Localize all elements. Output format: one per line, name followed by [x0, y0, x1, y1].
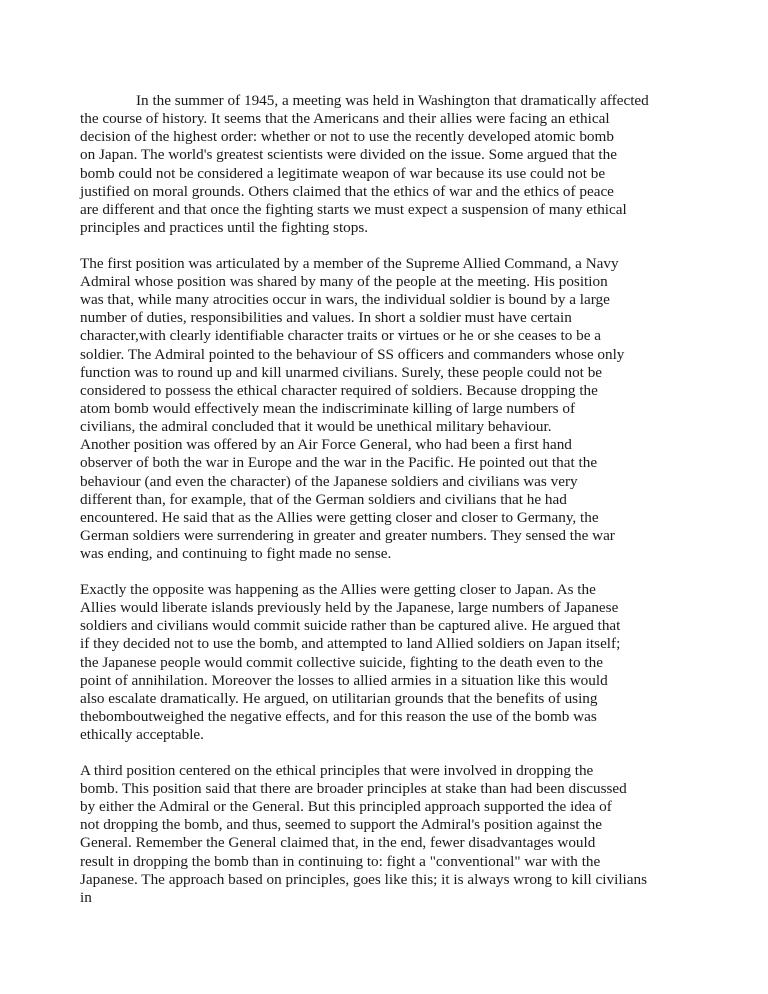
text-line: function was to round up and kill unarmed civilians. Surely, these people could not be — [80, 363, 603, 381]
text-line: on Japan. The world's greatest scientists were divided on the issue. Some argued that the — [80, 146, 617, 164]
paragraph — [80, 762, 700, 907]
text-line: justified on moral grounds. Others claimed that the ethics of war and the ethics of peace — [80, 182, 614, 200]
text-line: in — [80, 888, 92, 906]
text-line: was ending, and continuing to fight made no sense. — [80, 545, 392, 563]
text-line: Another position was offered by an Air Force General, who had been a first hand — [80, 436, 572, 454]
text-line: result in dropping the bomb than in continuing to: fight a "conventional" war with the — [80, 852, 601, 870]
text-line: atom bomb would effectively mean the indiscriminate killing of large numbers of — [80, 400, 576, 417]
text-line: different than, for example, that of the German soldiers and civilians that he had — [80, 490, 567, 508]
text-line: General. Remember the General claimed that, in the end, fewer disadvantages would — [80, 834, 596, 852]
text-line: Admiral whose position was shared by many of the people at the meeting. His position — [80, 272, 608, 290]
text-line: principles and practices until the fighting stops. — [80, 219, 369, 237]
text-line: not dropping the bomb, and thus, seemed to support the Admiral's position against the — [80, 816, 603, 834]
text-line: Allies would liberate islands previously held by the Japanese, large numbers of Japanese — [80, 599, 619, 617]
paragraph — [80, 581, 700, 744]
text-line: ethically acceptable. — [80, 726, 204, 744]
text-line: decision of the highest order: whether or not to use the recently developed atomic bomb — [80, 128, 614, 146]
paragraph — [80, 92, 700, 237]
text-line: are different and that once the fighting starts we must expect a suspension of many ethical — [80, 200, 627, 218]
text-line: bomb. This position said that there are broader principles at stake than had been discussed — [80, 779, 627, 797]
text-line: observer of both the war in Europe and the war in the Pacific. He pointed out that the — [80, 454, 598, 472]
paragraph — [80, 255, 700, 564]
text-line: bomb could not be considered a legitimate weapon of war because its use could not be — [80, 164, 606, 182]
text-line: Japanese. The approach based on principles, goes like this; it is always wrong to kill civilians — [80, 870, 648, 888]
text-line: Exactly the opposite was happening as the Allies were getting closer to Japan. As the — [80, 580, 596, 598]
text-line: was that, while many atrocities occur in wars, the individual soldier is bound by a large — [80, 291, 610, 309]
text-line: number of duties, responsibilities and values. In short a soldier must have certain — [80, 309, 572, 327]
text-line: character,with clearly identifiable character traits or virtues or he or she ceases to be a — [80, 327, 601, 345]
text-line: point of annihilation. Moreover the losses to allied armies in a situation like this would — [80, 671, 608, 689]
text-line: also escalate dramatically. He argued, on utilitarian grounds that the benefits of using — [80, 689, 598, 707]
text-line: considered to possess the ethical character required of soldiers. Because dropping the — [80, 381, 598, 399]
text-line: thebomboutweighed the negative effects, and for this reason the use of the bomb was — [80, 708, 597, 725]
text-line: if they decided not to use the bomb, and attempted to land Allied soldiers on Japan itself; — [80, 635, 621, 653]
text-line: the Japanese people would commit collective suicide, fighting to the death even to the — [80, 653, 603, 671]
text-line: behaviour (and even the character) of the Japanese soldiers and civilians was very — [80, 472, 578, 490]
text-line: German soldiers were surrendering in greater and greater numbers. They sensed the war — [80, 527, 615, 545]
text-line: civilians, the admiral concluded that it would be unethical military behaviour. — [80, 418, 552, 436]
text-line: In the summer of 1945, a meeting was held in Washington that dramatically affected — [136, 92, 649, 109]
text-line: soldier. The Admiral pointed to the behaviour of SS officers and commanders whose only — [80, 345, 625, 363]
text-line: the course of history. It seems that the Americans and their allies were facing an ethical — [80, 110, 610, 128]
text-line: soldiers and civilians would commit suicide rather than be captured alive. He argued that — [80, 617, 621, 635]
text-line: A third position centered on the ethical principles that were involved in dropping the — [80, 761, 594, 779]
text-line: The first position was articulated by a member of the Supreme Allied Command, a Navy — [80, 254, 619, 272]
document-page — [80, 92, 700, 925]
text-line: encountered. He said that as the Allies were getting closer and closer to Germany, the — [80, 508, 599, 526]
text-line: by either the Admiral or the General. But this principled approach supported the idea of — [80, 798, 612, 816]
